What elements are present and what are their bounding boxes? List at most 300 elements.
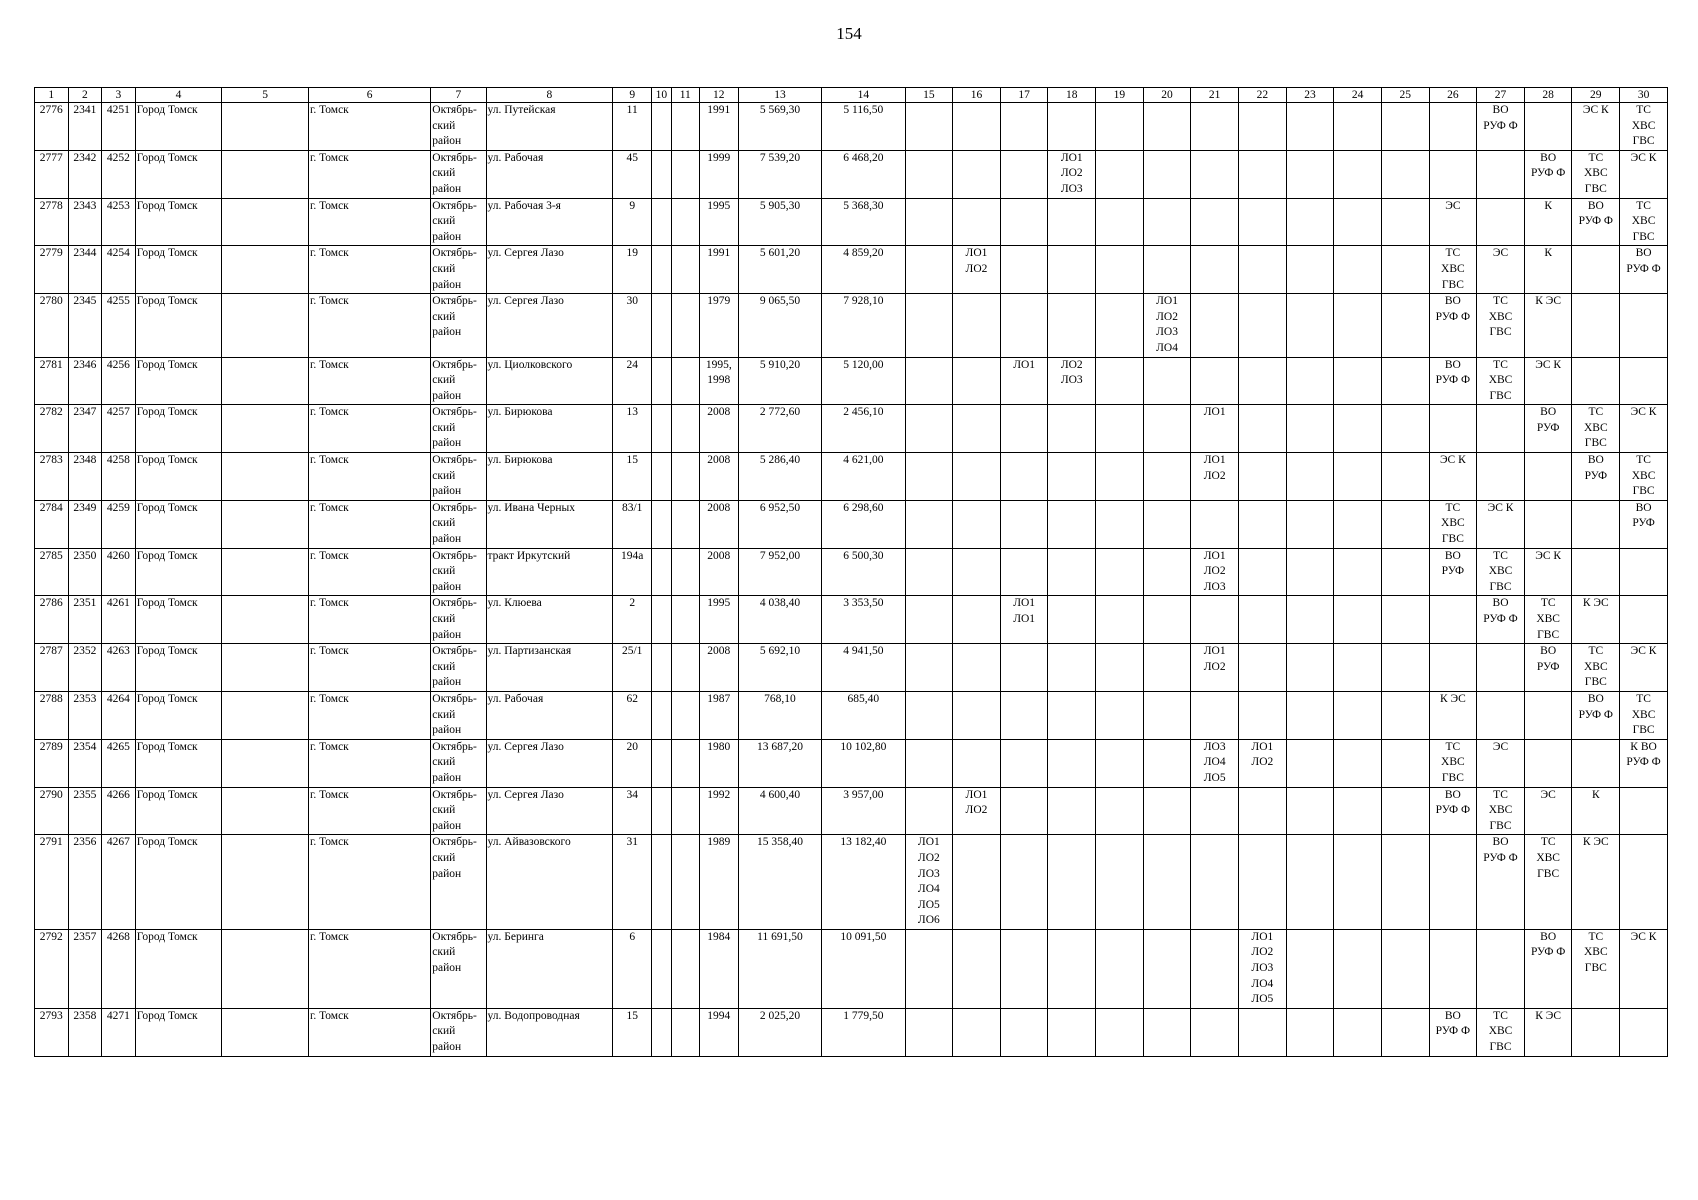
cell-c10 xyxy=(652,500,671,548)
table-row xyxy=(35,644,1668,692)
cell-work-26 xyxy=(1429,644,1477,692)
cell-work-21: ЛО1 ЛО2 xyxy=(1191,453,1239,501)
cell-c10 xyxy=(652,357,671,405)
cell-n3: 4266 xyxy=(102,787,136,835)
cell-work-15 xyxy=(905,294,953,357)
cell-work-29: ВО РУФ Ф xyxy=(1572,198,1620,246)
cell-work-28 xyxy=(1524,453,1572,501)
cell-house: 194а xyxy=(613,548,652,596)
column-header-10: 10 xyxy=(652,88,671,103)
cell-work-23 xyxy=(1286,787,1334,835)
cell-work-26: К ЭС xyxy=(1429,691,1477,739)
cell-work-19 xyxy=(1096,596,1144,644)
cell-work-21: ЛО1 xyxy=(1191,405,1239,453)
cell-street: ул. Клюева xyxy=(486,596,613,644)
cell-n3: 4264 xyxy=(102,691,136,739)
cell-district: Октябрь- ский район xyxy=(431,453,486,501)
cell-street: ул. Рабочая 3-я xyxy=(486,198,613,246)
cell-work-23 xyxy=(1286,500,1334,548)
cell-work-22 xyxy=(1239,835,1287,930)
cell-work-28: К xyxy=(1524,246,1572,294)
cell-work-28: К ЭС xyxy=(1524,1008,1572,1056)
cell-work-22 xyxy=(1239,596,1287,644)
cell-work-17: ЛО1 xyxy=(1000,357,1048,405)
cell-municipality: Город Томск xyxy=(135,405,222,453)
cell-work-26 xyxy=(1429,150,1477,198)
cell-street: ул. Ивана Черных xyxy=(486,500,613,548)
cell-work-23 xyxy=(1286,150,1334,198)
cell-work-19 xyxy=(1096,1008,1144,1056)
cell-work-20 xyxy=(1143,150,1191,198)
cell-work-17 xyxy=(1000,103,1048,151)
cell-locality: г. Томск xyxy=(308,596,430,644)
cell-work-30 xyxy=(1620,548,1668,596)
cell-work-16 xyxy=(953,405,1001,453)
column-header-2: 2 xyxy=(68,88,102,103)
cell-work-30: ВО РУФ xyxy=(1620,500,1668,548)
cell-work-22: ЛО1 ЛО2 xyxy=(1239,739,1287,787)
cell-year: 1999 xyxy=(699,150,738,198)
cell-work-17 xyxy=(1000,246,1048,294)
cell-work-16 xyxy=(953,596,1001,644)
cell-district: Октябрь- ский район xyxy=(431,500,486,548)
cell-work-20 xyxy=(1143,929,1191,1008)
cell-work-30: ВО РУФ Ф xyxy=(1620,246,1668,294)
cell-work-17 xyxy=(1000,644,1048,692)
cell-c11 xyxy=(671,103,699,151)
cell-work-18 xyxy=(1048,548,1096,596)
cell-work-18 xyxy=(1048,739,1096,787)
cell-work-30: ТС ХВС ГВС xyxy=(1620,691,1668,739)
table-row xyxy=(35,500,1668,548)
cell-work-22 xyxy=(1239,548,1287,596)
table-body xyxy=(35,103,1668,1057)
cell-year: 1991 xyxy=(699,246,738,294)
table-row xyxy=(35,835,1668,930)
cell-area-living: 6 468,20 xyxy=(822,150,905,198)
cell-work-24 xyxy=(1334,739,1382,787)
cell-work-25 xyxy=(1381,787,1429,835)
cell-area-total: 4 600,40 xyxy=(738,787,821,835)
cell-work-17 xyxy=(1000,691,1048,739)
cell-work-17 xyxy=(1000,500,1048,548)
column-header-18: 18 xyxy=(1048,88,1096,103)
cell-work-16 xyxy=(953,198,1001,246)
cell-work-25 xyxy=(1381,103,1429,151)
cell-work-20 xyxy=(1143,644,1191,692)
cell-c10 xyxy=(652,787,671,835)
cell-work-22 xyxy=(1239,294,1287,357)
cell-col5 xyxy=(222,835,309,930)
cell-work-22 xyxy=(1239,405,1287,453)
cell-c11 xyxy=(671,500,699,548)
cell-municipality: Город Томск xyxy=(135,739,222,787)
cell-work-29 xyxy=(1572,357,1620,405)
cell-year: 2008 xyxy=(699,500,738,548)
cell-work-27: ВО РУФ Ф xyxy=(1477,103,1525,151)
cell-work-16 xyxy=(953,294,1001,357)
cell-work-21 xyxy=(1191,357,1239,405)
cell-work-29: ЭС К xyxy=(1572,103,1620,151)
cell-district: Октябрь- ский район xyxy=(431,739,486,787)
cell-street: ул. Рабочая xyxy=(486,691,613,739)
cell-area-living: 6 500,30 xyxy=(822,548,905,596)
cell-area-living: 3 957,00 xyxy=(822,787,905,835)
cell-work-22 xyxy=(1239,500,1287,548)
cell-work-23 xyxy=(1286,453,1334,501)
cell-work-18 xyxy=(1048,787,1096,835)
cell-work-19 xyxy=(1096,357,1144,405)
cell-work-16 xyxy=(953,548,1001,596)
cell-area-living: 4 859,20 xyxy=(822,246,905,294)
cell-area-living: 7 928,10 xyxy=(822,294,905,357)
cell-year: 1994 xyxy=(699,1008,738,1056)
cell-work-15 xyxy=(905,150,953,198)
cell-work-18 xyxy=(1048,691,1096,739)
cell-work-30: ЭС К xyxy=(1620,405,1668,453)
cell-work-15 xyxy=(905,500,953,548)
cell-district: Октябрь- ский район xyxy=(431,357,486,405)
cell-col5 xyxy=(222,357,309,405)
cell-house: 9 xyxy=(613,198,652,246)
cell-work-23 xyxy=(1286,929,1334,1008)
cell-locality: г. Томск xyxy=(308,198,430,246)
cell-n2: 2348 xyxy=(68,453,102,501)
cell-work-24 xyxy=(1334,548,1382,596)
cell-n1: 2784 xyxy=(35,500,69,548)
cell-work-23 xyxy=(1286,198,1334,246)
cell-work-18 xyxy=(1048,929,1096,1008)
cell-c11 xyxy=(671,405,699,453)
cell-municipality: Город Томск xyxy=(135,150,222,198)
cell-street: ул. Партизанская xyxy=(486,644,613,692)
cell-work-28: К xyxy=(1524,198,1572,246)
cell-work-23 xyxy=(1286,835,1334,930)
cell-work-19 xyxy=(1096,929,1144,1008)
cell-work-27: ЭС xyxy=(1477,739,1525,787)
cell-work-24 xyxy=(1334,500,1382,548)
cell-work-17 xyxy=(1000,405,1048,453)
cell-year: 1979 xyxy=(699,294,738,357)
cell-work-24 xyxy=(1334,644,1382,692)
cell-house: 11 xyxy=(613,103,652,151)
cell-work-21 xyxy=(1191,198,1239,246)
column-header-8: 8 xyxy=(486,88,613,103)
cell-work-26: ВО РУФ Ф xyxy=(1429,787,1477,835)
cell-work-26: ТС ХВС ГВС xyxy=(1429,739,1477,787)
cell-year: 1984 xyxy=(699,929,738,1008)
cell-work-26 xyxy=(1429,405,1477,453)
cell-n3: 4265 xyxy=(102,739,136,787)
cell-n1: 2779 xyxy=(35,246,69,294)
cell-work-18 xyxy=(1048,294,1096,357)
cell-work-27 xyxy=(1477,150,1525,198)
cell-work-29: ТС ХВС ГВС xyxy=(1572,405,1620,453)
cell-c11 xyxy=(671,548,699,596)
cell-col5 xyxy=(222,929,309,1008)
cell-work-15 xyxy=(905,929,953,1008)
cell-work-29 xyxy=(1572,294,1620,357)
cell-work-26 xyxy=(1429,835,1477,930)
cell-c10 xyxy=(652,294,671,357)
cell-work-25 xyxy=(1381,548,1429,596)
cell-work-27: ВО РУФ Ф xyxy=(1477,596,1525,644)
cell-work-20 xyxy=(1143,835,1191,930)
cell-n2: 2345 xyxy=(68,294,102,357)
cell-n3: 4261 xyxy=(102,596,136,644)
cell-work-20 xyxy=(1143,453,1191,501)
cell-n3: 4252 xyxy=(102,150,136,198)
cell-n3: 4268 xyxy=(102,929,136,1008)
cell-area-living: 4 621,00 xyxy=(822,453,905,501)
cell-work-19 xyxy=(1096,739,1144,787)
housing-register-table xyxy=(34,87,1668,1057)
cell-area-total: 5 569,30 xyxy=(738,103,821,151)
cell-work-27: ЭС xyxy=(1477,246,1525,294)
cell-work-22 xyxy=(1239,787,1287,835)
cell-work-29: К ЭС xyxy=(1572,596,1620,644)
cell-work-21: ЛО1 ЛО2 ЛО3 xyxy=(1191,548,1239,596)
cell-work-30 xyxy=(1620,787,1668,835)
cell-n3: 4259 xyxy=(102,500,136,548)
cell-work-28: ТС ХВС ГВС xyxy=(1524,596,1572,644)
cell-work-25 xyxy=(1381,691,1429,739)
cell-work-25 xyxy=(1381,246,1429,294)
cell-work-21 xyxy=(1191,596,1239,644)
cell-work-22 xyxy=(1239,198,1287,246)
cell-work-27 xyxy=(1477,405,1525,453)
cell-district: Октябрь- ский район xyxy=(431,103,486,151)
table-row xyxy=(35,787,1668,835)
cell-work-28 xyxy=(1524,500,1572,548)
cell-work-29 xyxy=(1572,739,1620,787)
cell-locality: г. Томск xyxy=(308,835,430,930)
cell-c11 xyxy=(671,150,699,198)
cell-street: тракт Иркутский xyxy=(486,548,613,596)
cell-work-21 xyxy=(1191,103,1239,151)
column-header-22: 22 xyxy=(1239,88,1287,103)
cell-municipality: Город Томск xyxy=(135,246,222,294)
cell-area-total: 7 539,20 xyxy=(738,150,821,198)
cell-locality: г. Томск xyxy=(308,739,430,787)
column-header-19: 19 xyxy=(1096,88,1144,103)
cell-work-28: ЭС К xyxy=(1524,548,1572,596)
cell-n3: 4251 xyxy=(102,103,136,151)
cell-col5 xyxy=(222,198,309,246)
cell-district: Октябрь- ский район xyxy=(431,787,486,835)
cell-work-18 xyxy=(1048,644,1096,692)
column-header-16: 16 xyxy=(953,88,1001,103)
cell-district: Октябрь- ский район xyxy=(431,644,486,692)
cell-street: ул. Сергея Лазо xyxy=(486,787,613,835)
cell-c11 xyxy=(671,453,699,501)
cell-work-25 xyxy=(1381,835,1429,930)
cell-locality: г. Томск xyxy=(308,150,430,198)
cell-work-23 xyxy=(1286,691,1334,739)
table-row xyxy=(35,150,1668,198)
cell-work-16 xyxy=(953,644,1001,692)
cell-work-18 xyxy=(1048,596,1096,644)
column-header-12: 12 xyxy=(699,88,738,103)
cell-locality: г. Томск xyxy=(308,103,430,151)
cell-n3: 4263 xyxy=(102,644,136,692)
cell-work-20 xyxy=(1143,357,1191,405)
cell-area-living: 10 091,50 xyxy=(822,929,905,1008)
cell-work-21 xyxy=(1191,929,1239,1008)
cell-c10 xyxy=(652,103,671,151)
cell-work-23 xyxy=(1286,246,1334,294)
column-header-1: 1 xyxy=(35,88,69,103)
cell-municipality: Город Томск xyxy=(135,691,222,739)
cell-n3: 4256 xyxy=(102,357,136,405)
cell-work-16 xyxy=(953,150,1001,198)
cell-n3: 4253 xyxy=(102,198,136,246)
cell-work-16 xyxy=(953,739,1001,787)
cell-work-19 xyxy=(1096,150,1144,198)
cell-year: 1991 xyxy=(699,103,738,151)
cell-area-total: 2 025,20 xyxy=(738,1008,821,1056)
cell-work-17 xyxy=(1000,1008,1048,1056)
cell-area-total: 5 286,40 xyxy=(738,453,821,501)
cell-c11 xyxy=(671,929,699,1008)
cell-work-21 xyxy=(1191,246,1239,294)
cell-work-24 xyxy=(1334,453,1382,501)
cell-n1: 2782 xyxy=(35,405,69,453)
cell-district: Октябрь- ский район xyxy=(431,929,486,1008)
cell-work-30 xyxy=(1620,835,1668,930)
column-header-15: 15 xyxy=(905,88,953,103)
cell-work-19 xyxy=(1096,405,1144,453)
cell-c11 xyxy=(671,644,699,692)
column-header-7: 7 xyxy=(431,88,486,103)
cell-area-total: 5 692,10 xyxy=(738,644,821,692)
cell-street: ул. Путейская xyxy=(486,103,613,151)
cell-work-19 xyxy=(1096,246,1144,294)
cell-work-23 xyxy=(1286,294,1334,357)
cell-district: Октябрь- ский район xyxy=(431,150,486,198)
cell-work-27 xyxy=(1477,929,1525,1008)
cell-work-18: ЛО1 ЛО2 ЛО3 xyxy=(1048,150,1096,198)
cell-n2: 2346 xyxy=(68,357,102,405)
cell-work-17 xyxy=(1000,453,1048,501)
cell-district: Октябрь- ский район xyxy=(431,294,486,357)
cell-work-19 xyxy=(1096,835,1144,930)
cell-n1: 2793 xyxy=(35,1008,69,1056)
cell-c10 xyxy=(652,548,671,596)
cell-work-24 xyxy=(1334,246,1382,294)
cell-work-20 xyxy=(1143,691,1191,739)
cell-locality: г. Томск xyxy=(308,929,430,1008)
cell-locality: г. Томск xyxy=(308,548,430,596)
cell-c11 xyxy=(671,596,699,644)
cell-municipality: Город Томск xyxy=(135,644,222,692)
cell-n3: 4254 xyxy=(102,246,136,294)
cell-district: Октябрь- ский район xyxy=(431,198,486,246)
column-header-29: 29 xyxy=(1572,88,1620,103)
cell-year: 2008 xyxy=(699,453,738,501)
cell-work-16 xyxy=(953,357,1001,405)
cell-work-16 xyxy=(953,691,1001,739)
cell-col5 xyxy=(222,150,309,198)
cell-work-17 xyxy=(1000,739,1048,787)
cell-work-23 xyxy=(1286,357,1334,405)
cell-locality: г. Томск xyxy=(308,453,430,501)
cell-work-15 xyxy=(905,246,953,294)
cell-year: 2008 xyxy=(699,405,738,453)
cell-work-24 xyxy=(1334,357,1382,405)
column-header-24: 24 xyxy=(1334,88,1382,103)
cell-work-30 xyxy=(1620,1008,1668,1056)
cell-work-26: ТС ХВС ГВС xyxy=(1429,500,1477,548)
cell-c11 xyxy=(671,246,699,294)
cell-house: 62 xyxy=(613,691,652,739)
cell-n3: 4257 xyxy=(102,405,136,453)
cell-work-27: ЭС К xyxy=(1477,500,1525,548)
cell-n2: 2353 xyxy=(68,691,102,739)
cell-house: 31 xyxy=(613,835,652,930)
cell-work-29 xyxy=(1572,1008,1620,1056)
cell-work-17 xyxy=(1000,835,1048,930)
cell-work-24 xyxy=(1334,198,1382,246)
cell-municipality: Город Томск xyxy=(135,500,222,548)
column-header-23: 23 xyxy=(1286,88,1334,103)
cell-work-15 xyxy=(905,691,953,739)
cell-work-28: ВО РУФ Ф xyxy=(1524,150,1572,198)
cell-work-29 xyxy=(1572,246,1620,294)
cell-work-20 xyxy=(1143,500,1191,548)
cell-col5 xyxy=(222,294,309,357)
cell-work-24 xyxy=(1334,150,1382,198)
table-row xyxy=(35,453,1668,501)
cell-area-living: 1 779,50 xyxy=(822,1008,905,1056)
cell-n1: 2780 xyxy=(35,294,69,357)
cell-work-22 xyxy=(1239,1008,1287,1056)
cell-work-22 xyxy=(1239,357,1287,405)
cell-col5 xyxy=(222,103,309,151)
cell-street: ул. Бирюкова xyxy=(486,453,613,501)
cell-work-18 xyxy=(1048,405,1096,453)
cell-work-26: ВО РУФ Ф xyxy=(1429,1008,1477,1056)
cell-municipality: Город Томск xyxy=(135,1008,222,1056)
cell-c10 xyxy=(652,405,671,453)
cell-c11 xyxy=(671,691,699,739)
cell-n2: 2350 xyxy=(68,548,102,596)
cell-work-15 xyxy=(905,644,953,692)
cell-work-16: ЛО1 ЛО2 xyxy=(953,787,1001,835)
cell-work-23 xyxy=(1286,644,1334,692)
cell-work-21 xyxy=(1191,1008,1239,1056)
cell-house: 19 xyxy=(613,246,652,294)
cell-house: 15 xyxy=(613,453,652,501)
cell-work-15 xyxy=(905,103,953,151)
cell-work-29: К xyxy=(1572,787,1620,835)
cell-house: 6 xyxy=(613,929,652,1008)
cell-work-25 xyxy=(1381,453,1429,501)
cell-n1: 2790 xyxy=(35,787,69,835)
table-row xyxy=(35,929,1668,1008)
cell-district: Октябрь- ский район xyxy=(431,405,486,453)
table-row xyxy=(35,691,1668,739)
cell-work-20 xyxy=(1143,198,1191,246)
cell-district: Октябрь- ский район xyxy=(431,596,486,644)
cell-work-16 xyxy=(953,453,1001,501)
cell-work-25 xyxy=(1381,500,1429,548)
cell-area-total: 768,10 xyxy=(738,691,821,739)
cell-work-22 xyxy=(1239,644,1287,692)
cell-work-17: ЛО1 ЛО1 xyxy=(1000,596,1048,644)
cell-n1: 2791 xyxy=(35,835,69,930)
cell-area-living: 685,40 xyxy=(822,691,905,739)
